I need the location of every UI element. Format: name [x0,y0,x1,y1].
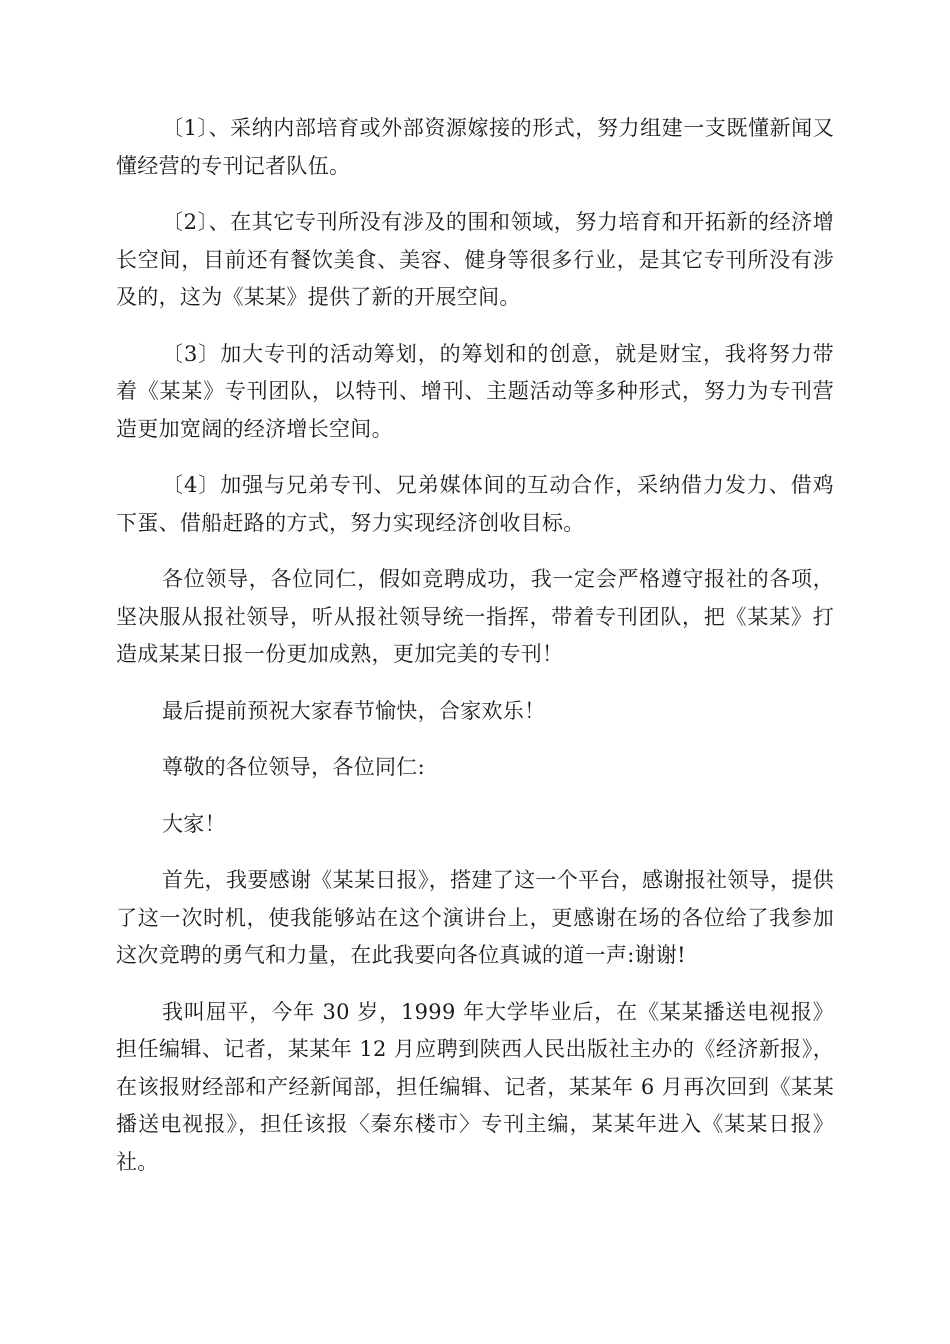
paragraph-strategy-1: 〔1〕、采纳内部培育或外部资源嫁接的形式，努力组建一支既懂新闻又懂经营的专刊记者队伍。 [116,116,834,178]
paragraph-strategy-4: 〔4〕加强与兄弟专刊、兄弟媒体间的互动合作，采纳借力发力、借鸡下蛋、借船赶路的方式，努力实现经济创收目标。 [116,473,834,535]
paragraph-greeting: 大家！ [162,811,226,836]
paragraph-strategy-3: 〔3〕加大专刊的活动筹划，的筹划和的创意，就是财宝，我将努力带着《某某》专刊团队，以特刊、增刊、主题活动等多种形式，努力为专刊营造更加宽阔的经济增长空间。 [116,341,834,441]
paragraph-strategy-2: 〔2〕、在其它专刊所没有涉及的围和领域，努力培育和开拓新的经济增长空间，目前还有餐饮美食、美容、健身等很多行业，是其它专刊所没有涉及的，这为《某某》提供了新的开展空间。 [116,210,834,309]
paragraph-self-introduction: 我叫屈平，今年 30 岁，1999 年大学毕业后，在《某某播送电视报》担任编辑、记者，某某年 12 月应聘到陕西人民出版社主办的《经济新报》，在该报财经部和产经新闻部，担任编辑、记者，某某年 6 月再次回到《某某播送电视报》，担任该报〈秦东楼市〉专刊主编，某某年进入《某某日报》社。 [116,999,834,1174]
paragraph-closing-wishes: 最后提前预祝大家春节愉快，合家欢乐！ [162,698,546,723]
paragraph-commitment: 各位领导，各位同仁，假如竞聘成功，我一定会严格遵守报社的各项，坚决服从报社领导，听从报社领导统一指挥，带着专刊团队，把《某某》打造成某某日报一份更加成熟，更加完美的专刊！ [116,567,834,666]
document-page [116,110,834,1200]
paragraph-salutation: 尊敬的各位领导，各位同仁: [162,755,425,779]
paragraph-thanks: 首先，我要感谢《某某日报》，搭建了这一个平台，感谢报社领导，提供了这一次时机，使我能够站在这个演讲台上，更感谢在场的各位给了我参加这次竞聘的勇气和力量，在此我要向各位真诚的道一声:谢谢! [116,868,834,967]
